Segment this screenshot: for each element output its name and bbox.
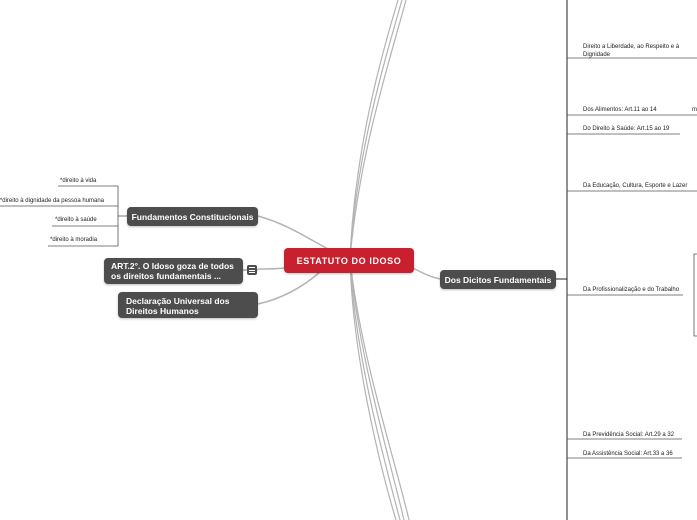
node-fundamentos-label: Fundamentos Constitucionais bbox=[131, 211, 254, 222]
node-direitos-label: Dos Dicitos Fundamentais bbox=[444, 274, 552, 285]
leaf-dignidade-text: *direito à dignidade da pessoa humana bbox=[0, 198, 104, 204]
leaf-educacao[interactable]: Da Educação, Cultura, Esporte e Lazer bbox=[583, 183, 688, 189]
leaf-clipped: m bbox=[692, 107, 697, 113]
central-topic-label: ESTATUTO DO IDOSO bbox=[296, 255, 402, 266]
leaf-alimentos[interactable]: Dos Alimentos: Art.11 ao 14 bbox=[583, 107, 657, 113]
node-direitos-fundamentais[interactable] bbox=[440, 270, 556, 289]
leaf-direito-saude[interactable]: *direito à saúde bbox=[55, 217, 97, 223]
node-art2-label: ART.2°. O Idoso goza de todos os direitos fundamentais ... bbox=[111, 261, 234, 281]
leaf-liberdade[interactable]: Direito a Liberdade, ao Respeito e à Dignidade bbox=[583, 44, 680, 58]
leaf-dignidade[interactable] bbox=[0, 197, 104, 205]
central-topic[interactable] bbox=[284, 248, 414, 273]
node-declaracao-label: Declaração Universal dos Direitos Humanos bbox=[126, 296, 230, 316]
leaf-assistencia[interactable]: Da Assistência Social: Art.33 a 36 bbox=[583, 451, 673, 457]
node-declaracao[interactable] bbox=[118, 292, 258, 318]
leaf-direito-vida[interactable]: *direito à vida bbox=[60, 178, 97, 184]
node-art2[interactable] bbox=[104, 258, 243, 284]
leaf-profissionalizacao[interactable]: Da Profissionalização e do Trabalho bbox=[583, 287, 680, 293]
leaf-direito-moradia[interactable]: *direito à moradia bbox=[50, 237, 98, 243]
leaf-previdencia[interactable]: Da Previdência Social: Art.29 a 32 bbox=[583, 432, 675, 438]
note-icon[interactable] bbox=[247, 265, 257, 275]
node-fundamentos[interactable] bbox=[127, 207, 258, 226]
leaf-saude[interactable]: Do Direito à Saúde: Art.15 ao 19 bbox=[583, 126, 670, 132]
